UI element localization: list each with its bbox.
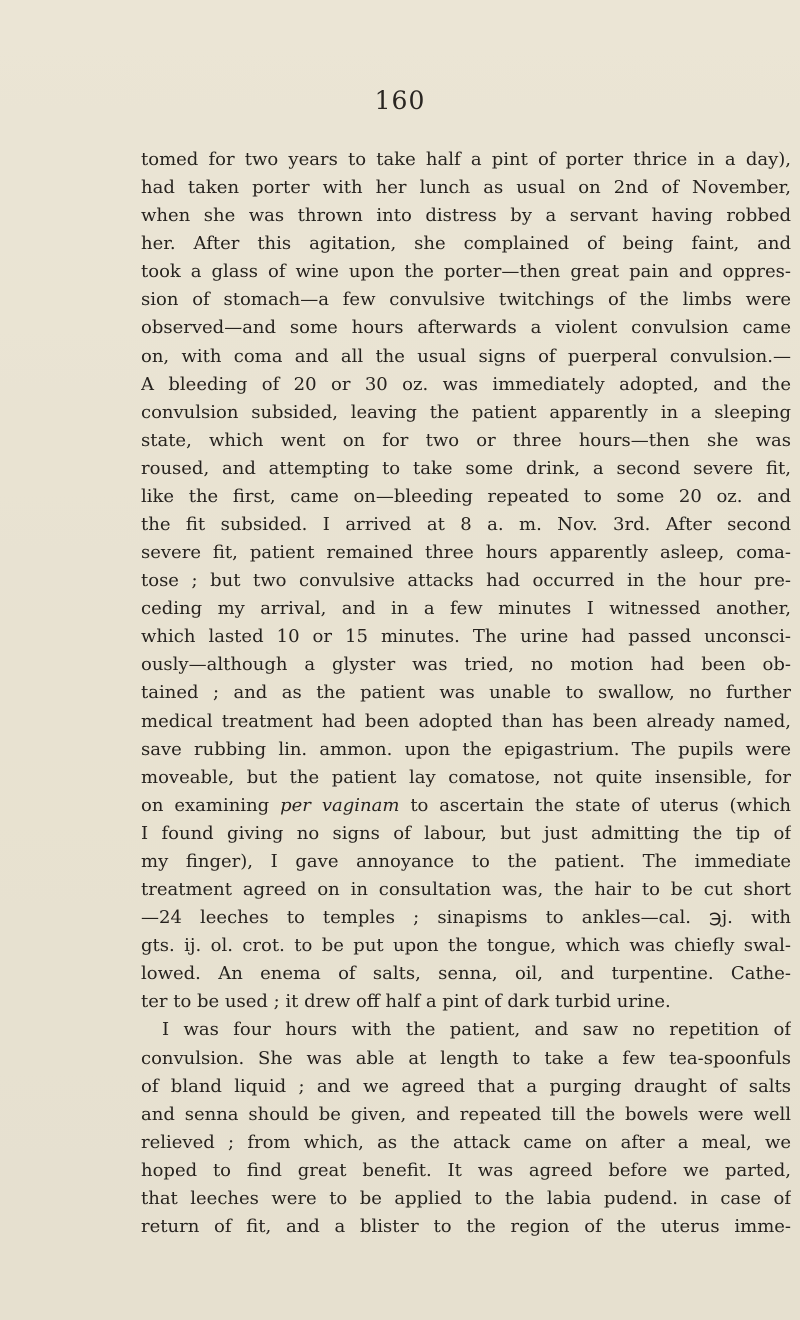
text-line: ously—although a glyster was tried, no motion had been ob- [141, 654, 791, 676]
text-line: return of fit, and a blister to the region of the uterus imme- [141, 1215, 791, 1237]
body-text [141, 146, 791, 1241]
text-line: lowed. An enema of salts, senna, oil, and turpentine. Cathe- [141, 963, 791, 985]
text-line: tained ; and as the patient was unable to swallow, no further [141, 682, 791, 704]
text-line: tomed for two years to take half a pint of porter thrice in a day), [141, 149, 791, 170]
text-line: ter to be used ; it drew off half a pint of dark turbid urine. [141, 991, 671, 1013]
text-line: which lasted 10 or 15 minutes. The urine had passed unconsci- [141, 626, 791, 648]
text-line: and senna should be given, and repeated till the bowels were well [141, 1103, 791, 1125]
text-line: took a glass of wine upon the porter—then great pain and oppres- [141, 261, 791, 283]
text-line: I found giving no signs of labour, but just admitting the tip of [141, 822, 791, 844]
text-line: A bleeding of 20 or 30 oz. was immediately adopted, and the [141, 373, 791, 395]
text-line: observed—and some hours afterwards a violent convulsion came [141, 317, 791, 339]
text-line: had taken porter with her lunch as usual on 2nd of November, [141, 177, 791, 199]
text-line: convulsion subsided, leaving the patient apparently in a sleeping [141, 401, 791, 423]
text-line: treatment agreed on in consultation was, the hair to be cut short [141, 879, 791, 901]
text-line: —24 leeches to temples ; sinapisms to ankles—cal. ℈j. with [141, 907, 791, 929]
italic-phrase: per vaginam [280, 794, 400, 816]
text-line: moveable, but the patient lay comatose, not quite insensible, for [141, 766, 791, 788]
text-line: tose ; but two convulsive attacks had occurred in the hour pre- [141, 570, 791, 592]
text-line: sion of stomach—a few convulsive twitchings of the limbs were [141, 289, 791, 311]
text-line: convulsion. She was able at length to take a few tea-spoonfuls [141, 1047, 791, 1069]
text-line: the fit subsided. I arrived at 8 a. m. Nov. 3rd. After second [141, 514, 791, 536]
text-line: gts. ij. ol. crot. to be put upon the tongue, which was chiefly swal- [141, 935, 791, 957]
text-line: relieved ; from which, as the attack came on after a meal, we [141, 1131, 791, 1153]
text-line: like the first, came on—bleeding repeated to some 20 oz. and [141, 485, 791, 507]
text-line: on, with coma and all the usual signs of puerperal convulsion.— [141, 345, 791, 367]
text-line: hoped to find great benefit. It was agreed before we parted, [141, 1159, 791, 1181]
text-run: on examining [141, 794, 281, 816]
text-line: my finger), I gave annoyance to the patient. The immediate [141, 850, 791, 872]
text-line: roused, and attempting to take some drink, a second severe fit, [141, 457, 791, 479]
text-line: medical treatment had been adopted than has been already named, [141, 710, 791, 732]
text-run: to ascertain the state of uterus (which [399, 794, 791, 816]
page-number: 160 [374, 86, 426, 115]
text-line: when she was thrown into distress by a servant having robbed [141, 205, 791, 227]
text-line: ceding my arrival, and in a few minutes I witnessed another, [141, 598, 791, 620]
text-line [141, 792, 791, 820]
text-line: that leeches were to be applied to the labia pudend. in case of [141, 1187, 791, 1209]
text-line: save rubbing lin. ammon. upon the epigastrium. The pupils were [141, 738, 791, 760]
text-line: severe fit, patient remained three hours apparently asleep, coma- [141, 542, 791, 564]
text-line: state, which went on for two or three hours—then she was [141, 429, 791, 451]
text-line: I was four hours with the patient, and saw no repetition of [162, 1019, 791, 1041]
text-line: of bland liquid ; and we agreed that a purging draught of salts [141, 1075, 791, 1097]
text-line: her. After this agitation, she complained of being faint, and [141, 233, 791, 255]
